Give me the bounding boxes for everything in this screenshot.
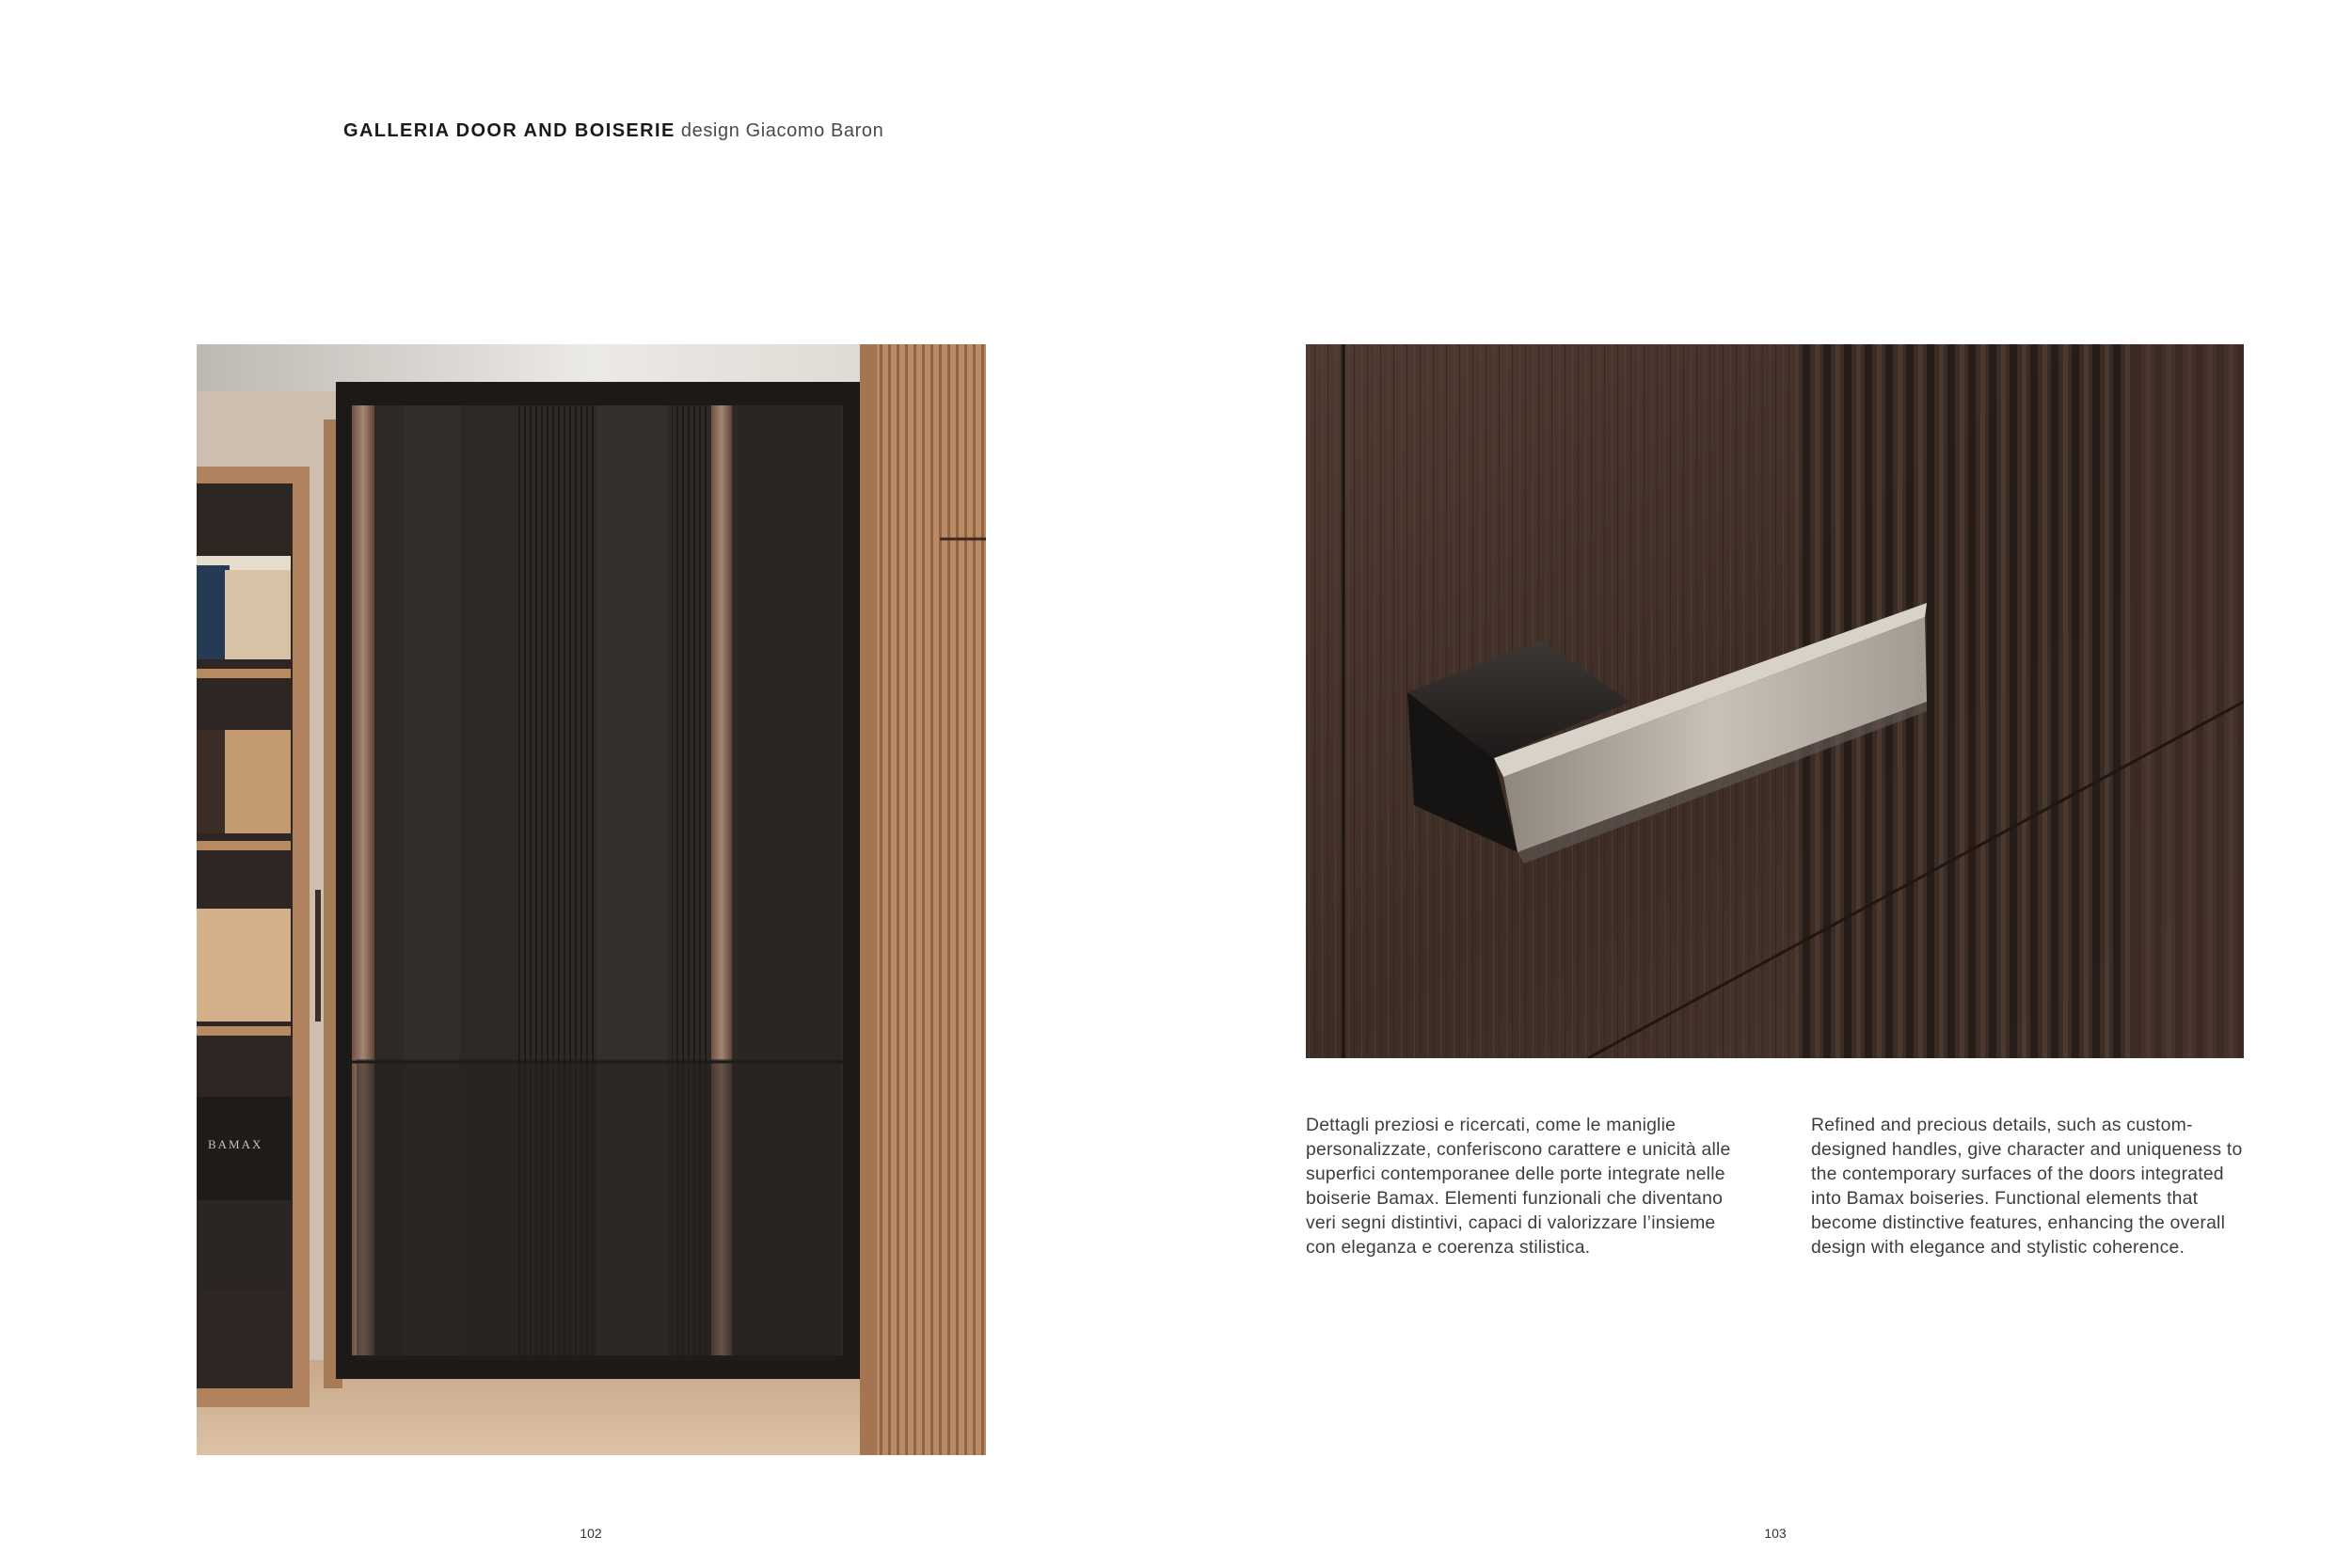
door-photo xyxy=(197,344,986,1455)
description-english: Refined and precious details, such as custom-designed handles, give character and uniqueness to the contemporary surfaces of the doors integrated into Bamax boiseries. Functional elements that become distinctive features, enhancing the overall design with elegance and stylistic coherence. xyxy=(1811,1115,2243,1258)
page-number-right: 103 xyxy=(1764,1526,1787,1541)
collection-title: GALLERIA DOOR AND BOISERIE xyxy=(343,120,675,141)
description-italian: Dettagli preziosi e ricercati, come le maniglie personalizzate, conferiscono carattere e unicità alle superfici contemporanee delle porte integrate nelle boiserie Bamax. Elementi funzionali che diventano veri segni distintivi, capaci di valorizzare l’insieme con eleganza e coerenza stilistica. xyxy=(1306,1115,1731,1258)
page-number-left: 102 xyxy=(580,1526,602,1541)
handle-closeup-photo xyxy=(1306,344,2244,1058)
designer-credit: design Giacomo Baron xyxy=(680,120,884,141)
page-header xyxy=(343,120,883,142)
bamax-sign: BAMAX xyxy=(208,1137,263,1151)
